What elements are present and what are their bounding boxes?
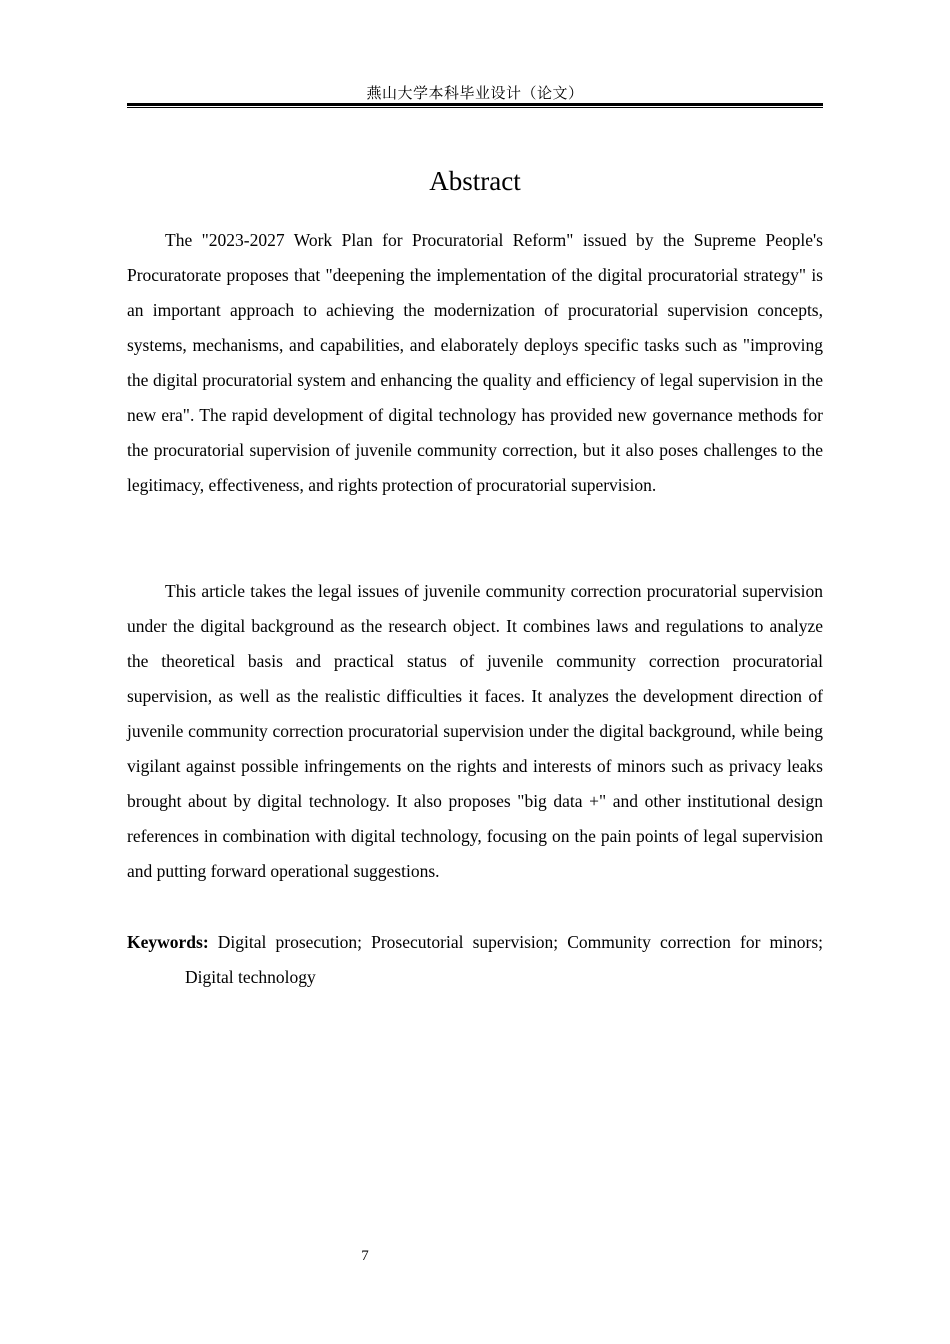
header-rule-thin — [127, 107, 823, 108]
header-rule-thick — [127, 103, 823, 106]
keywords-text: Digital prosecution; Prosecutorial supervision; Community correction for minors; Digital technology — [185, 932, 824, 987]
abstract-title: Abstract — [429, 166, 521, 196]
keywords — [127, 925, 823, 995]
page-number: 7 — [361, 1248, 369, 1264]
page-header: 燕山大学本科毕业设计（论文） — [366, 86, 584, 102]
keywords-label: Keywords: — [127, 932, 209, 952]
abstract-paragraph-2: This article takes the legal issues of juvenile community correction procuratorial supervision under the digital background as the research object. It combines laws and regulations to analyze the theoretical basis and practical status of juvenile community correction procuratorial supervision, as well as the realistic difficulties it faces. It analyzes the development direction of juvenile community correction procuratorial supervision under the digital background, while being vigilant against possible infringements on the rights and interests of minors such as privacy leaks brought about by digital technology. It also proposes "big data +" and other institutional design references in combination with digital technology, focusing on the pain points of legal supervision and putting forward operational suggestions. — [127, 581, 823, 881]
abstract-paragraph-1: The "2023-2027 Work Plan for Procuratorial Reform" issued by the Supreme People's Procuratorate proposes that "deepening the implementation of the digital procuratorial strategy" is an important approach to achieving the modernization of procuratorial supervision concepts, systems, mechanisms, and capabilities, and elaborately deploys specific tasks such as "improving the digital procuratorial system and enhancing the quality and efficiency of legal supervision in the new era". The rapid development of digital technology has provided new governance methods for the procuratorial supervision of juvenile community correction, but it also poses challenges to the legitimacy, effectiveness, and rights protection of procuratorial supervision. — [127, 230, 823, 495]
